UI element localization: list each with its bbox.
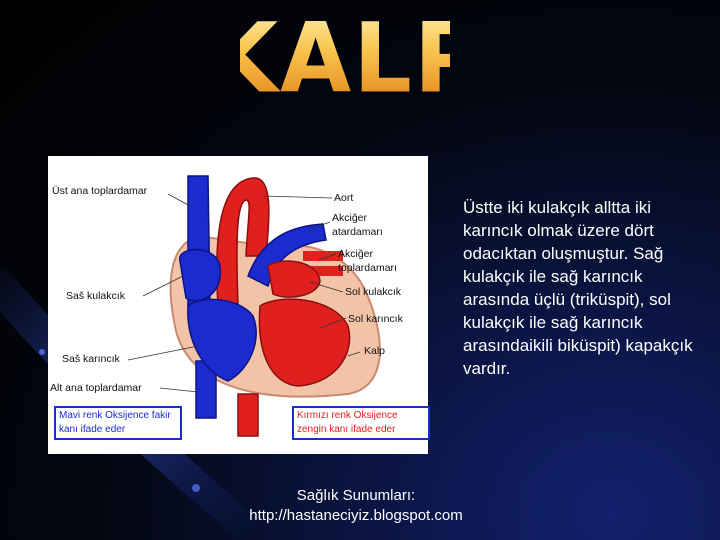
legend-oxygen-rich: Kırmızı renk Oksijence zengin kanı ifade eder (292, 406, 430, 440)
footer-line-1: Sağlık Sunumları: (296, 487, 416, 504)
label-sol-kulakcik: Sol kulakcık (345, 286, 402, 298)
label-ust-ana-toplardamar: Üst ana toplardamar (52, 185, 148, 197)
label-sol-karincik: Sol karıncık (348, 313, 403, 325)
label-aort: Aort (334, 192, 354, 204)
label-sas-karincik: Saš karıncık (62, 353, 120, 365)
heart-diagram (48, 156, 428, 454)
pulmonary-vein-1 (303, 251, 343, 261)
label-akciger-atardamari: Akciğer atardamarı (332, 212, 383, 238)
label-akciger-toplardamari: Akciğer toplardamarı (338, 248, 397, 274)
label-kalp: Kalp (364, 345, 386, 357)
label-alt-ana-toplardamar: Alt ana toplardamar (50, 382, 142, 394)
label-sas-kulakcik: Saš kulakcık (66, 290, 125, 302)
legend-oxygen-poor: Mavi renk Oksijence fakir kanı ifade eder (54, 406, 182, 440)
footer-url: http://hastaneciyiz.blogspot.com (249, 507, 463, 524)
slide-title: KALP (206, 1, 484, 115)
body-text: Üstte iki kulakçık alltta iki karıncık olmak üzere dört odacıktan oluşmuştur. Sağ kulakçık ile sağ karıncık arasında üçlü (triküspit), sol kulakçık ile sağ karıncık arasındaikili biküspit) kapakçık vardır. (463, 198, 693, 378)
descending-aorta (238, 394, 258, 436)
footer (200, 486, 512, 526)
